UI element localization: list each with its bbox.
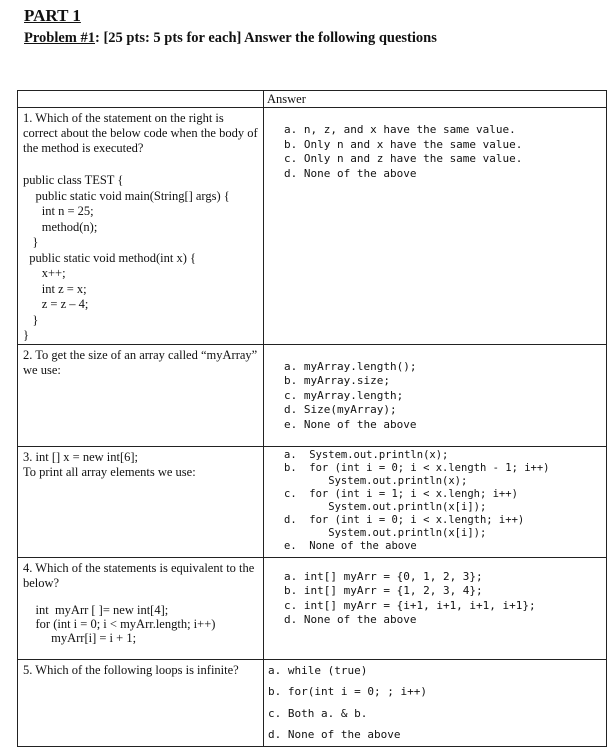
option-c: c. Only n and z have the same value. <box>284 152 523 165</box>
option-c-body: System.out.println(x[i]); <box>284 500 487 513</box>
answer-2-cell <box>264 344 607 446</box>
option-d: d. None of the above <box>284 166 417 180</box>
option-c: c. for (int i = 1; i < x.lengh; i++) <box>284 487 518 500</box>
option-c: c. myArray.length; <box>284 388 404 402</box>
part-heading: PART 1 <box>24 6 81 25</box>
code-line: } <box>23 312 39 327</box>
option-d: d. None of the above <box>284 613 417 626</box>
option-a: a. int[] myArr = {0, 1, 2, 3}; <box>284 569 483 583</box>
option-c: c. Both a. & b. <box>268 706 368 720</box>
answer-2-options <box>264 345 606 433</box>
question-row-3 <box>18 446 607 557</box>
option-d: d. for (int i = 0; i < x.length; i++) <box>284 513 525 526</box>
question-3-text: 3. int [] x = new int[6]; To print all array elements we use: <box>23 449 196 479</box>
option-a: a. n, z, and x have the same value. <box>284 123 516 136</box>
option-b: b. myArray.size; <box>284 374 390 387</box>
option-b: b. Only n and x have the same value. <box>284 137 523 151</box>
code-line: myArr[i] = i + 1; <box>23 630 137 645</box>
option-b-body: System.out.println(x); <box>284 474 468 487</box>
option-d: d. Size(myArray); <box>284 403 397 416</box>
option-e: e. None of the above <box>284 417 417 431</box>
option-a: a. myArray.length(); <box>284 359 417 373</box>
problem-heading <box>24 30 437 47</box>
question-row-1 <box>18 108 607 345</box>
option-b: b. int[] myArr = {1, 2, 3, 4}; <box>284 584 483 597</box>
answer-3-options <box>264 447 606 553</box>
code-line: for (int i = 0; i < myArr.length; i++) <box>23 616 216 631</box>
code-line: int myArr [ ]= new int[4]; <box>23 602 169 617</box>
option-e: e. None of the above <box>284 539 417 552</box>
code-line: } <box>23 328 29 342</box>
code-line: x++; <box>23 266 66 280</box>
problem-label: Problem #1 <box>24 30 96 46</box>
answer-4-options <box>264 558 606 628</box>
option-d-body: System.out.println(x[i]); <box>284 526 487 539</box>
answer-4-cell <box>264 557 607 659</box>
question-2-label: 2. To get the size of an array called “myArray” we use: <box>23 347 258 377</box>
code-line: int z = x; <box>23 281 87 296</box>
answer-1-options <box>264 108 606 181</box>
option-a: a. while (true) <box>268 663 368 677</box>
code-line: method(n); <box>23 219 98 234</box>
option-c: c. int[] myArr = {i+1, i+1, i+1, i+1}; <box>284 598 536 612</box>
question-2-text <box>18 345 263 378</box>
question-5-text: 5. Which of the following loops is infinite? <box>23 662 239 677</box>
option-b: b. for (int i = 0; i < x.length - 1; i++) <box>284 461 550 474</box>
question-3-cell <box>18 446 264 557</box>
question-row-2 <box>18 344 607 446</box>
code-line: public class TEST { <box>23 173 124 187</box>
question-1-text: 1. Which of the statement on the right is correct about the below code when the body of the method is executed? <box>23 111 258 155</box>
option-a: a. System.out.println(x); <box>284 448 449 461</box>
question-2-cell <box>18 344 264 446</box>
header-blank-cell <box>18 91 264 108</box>
answer-1-cell <box>264 108 607 345</box>
code-line: public static void main(String[] args) { <box>23 188 230 203</box>
code-line: public static void method(int x) { <box>23 250 196 265</box>
code-line: int n = 25; <box>23 204 94 218</box>
question-row-4 <box>18 557 607 659</box>
questions-table <box>17 90 607 747</box>
answer-5-cell <box>264 659 607 746</box>
answer-3-cell <box>264 446 607 557</box>
question-row-5 <box>18 659 607 746</box>
question-4-code <box>18 591 263 645</box>
option-d: d. None of the above <box>268 728 401 741</box>
question-1-cell <box>18 108 264 345</box>
answer-header: Answer <box>264 91 607 108</box>
question-1-code <box>18 156 263 344</box>
option-b: b. for(int i = 0; ; i++) <box>268 685 427 698</box>
question-4-text: 4. Which of the statements is equivalent to the below? <box>23 560 255 590</box>
header-row <box>18 91 607 108</box>
code-line: } <box>23 235 39 249</box>
question-4-cell <box>18 557 264 659</box>
code-line: z = z – 4; <box>23 297 89 311</box>
problem-description: : [25 pts: 5 pts for each] Answer the following questions <box>95 30 437 46</box>
question-5-cell <box>18 659 264 746</box>
answer-5-options <box>264 660 606 746</box>
